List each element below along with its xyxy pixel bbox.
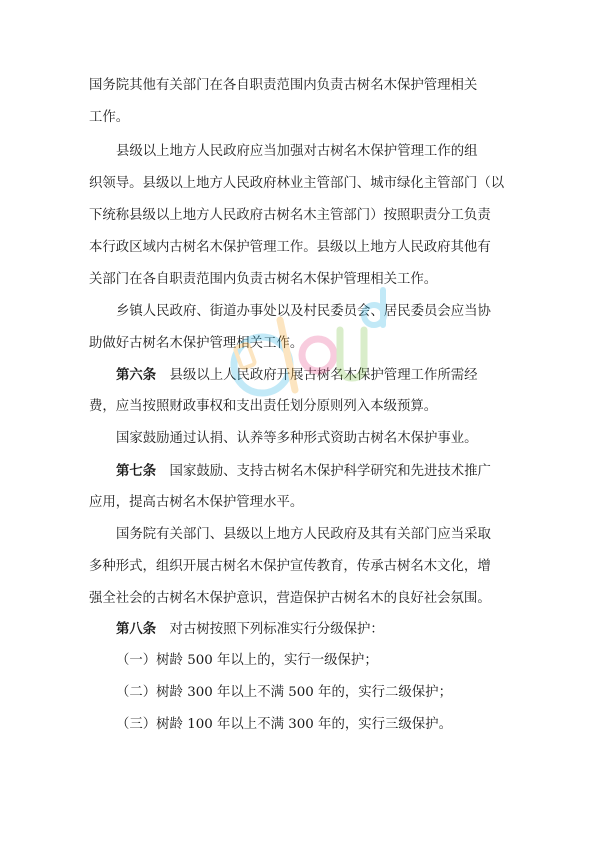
paragraph-line: 国务院其他有关部门在各自职责范围内负责古树名木保护管理相关 bbox=[89, 78, 478, 93]
paragraph-line: 强全社会的古树名木保护意识，营造保护古树名木的良好社会氛围。 bbox=[89, 591, 491, 606]
list-item: （三）树龄 100 年以上不满 300 年的，实行三级保护。 bbox=[116, 717, 452, 732]
list-item: （二）树龄 300 年以上不满 500 年的，实行二级保护； bbox=[116, 685, 452, 700]
article-line: 第七条 国家鼓励、支持古树名木保护科学研究和先进技术推广 bbox=[116, 463, 491, 479]
paragraph-line: 应用，提高古树名木保护管理水平。 bbox=[89, 495, 304, 510]
paragraph-line: 工作。 bbox=[89, 110, 130, 125]
paragraph-line: 国家鼓励通过认捐、认养等多种形式资助古树名木保护事业。 bbox=[116, 431, 478, 446]
paragraph-line: 县级以上地方人民政府应当加强对古树名木保护管理工作的组 bbox=[116, 144, 478, 159]
paragraph-line: 乡镇人民政府、街道办事处以及村民委员会、居民委员会应当协 bbox=[116, 304, 491, 319]
paragraph-line: 本行政区域内古树名木保护管理工作。县级以上地方人民政府其他有 bbox=[89, 240, 491, 255]
paragraph-line: 下统称县级以上地方人民政府古树名木主管部门）按照职责分工负责 bbox=[89, 208, 491, 223]
paragraph-line: 多种形式，组织开展古树名木保护宣传教育，传承古树名木文化，增 bbox=[89, 559, 491, 574]
paragraph-line: 费，应当按照财政事权和支出责任划分原则列入本级预算。 bbox=[89, 399, 438, 414]
article-heading: 第八条 bbox=[116, 621, 157, 637]
paragraph-line: 国务院有关部门、县级以上地方人民政府及其有关部门应当采取 bbox=[116, 527, 491, 542]
article-heading: 第七条 bbox=[116, 463, 157, 479]
article-line: 第六条 县级以上人民政府开展古树名木保护管理工作所需经 bbox=[116, 367, 478, 383]
paragraph-line: 织领导。县级以上地方人民政府林业主管部门、城市绿化主管部门（以 bbox=[89, 176, 505, 191]
paragraph-line: 关部门在各自职责范围内负责古树名木保护管理相关工作。 bbox=[89, 272, 438, 287]
paragraph-line: 助做好古树名木保护管理相关工作。 bbox=[89, 336, 304, 351]
list-item: （一）树龄 500 年以上的，实行一级保护； bbox=[116, 653, 378, 668]
article-heading: 第六条 bbox=[116, 367, 157, 383]
article-line: 第八条 对古树按照下列标准实行分级保护： bbox=[116, 621, 384, 637]
